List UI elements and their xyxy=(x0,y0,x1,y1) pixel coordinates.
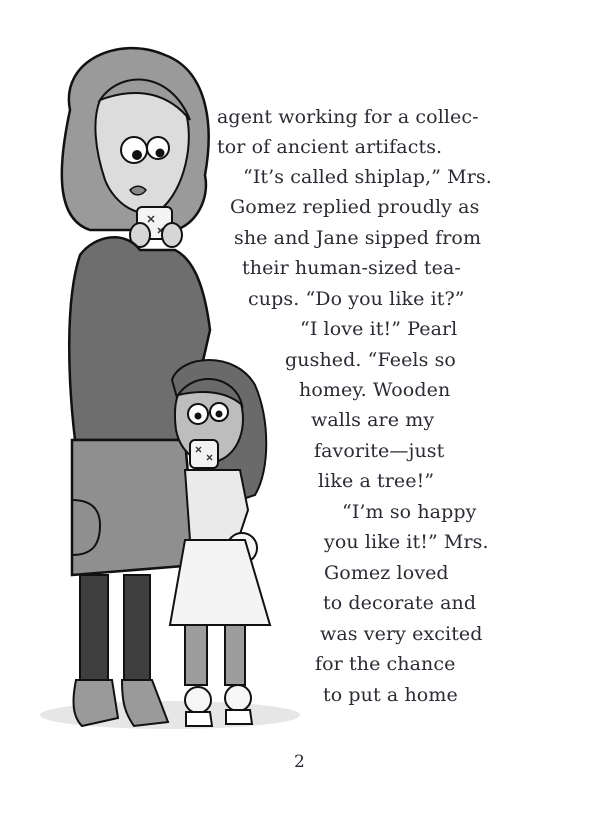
text-line: like a tree!” xyxy=(318,470,435,492)
text-line: for the chance xyxy=(315,653,456,675)
text-line: homey. Wooden xyxy=(299,379,451,401)
text-line: gushed. “Feels so xyxy=(285,349,456,371)
text-line: cups. “Do you like it?” xyxy=(248,288,465,310)
text-line: to decorate and xyxy=(323,592,477,614)
page-number: 2 xyxy=(294,752,305,772)
text-line: Gomez loved xyxy=(324,562,449,584)
text-line: “I love it!” Pearl xyxy=(300,318,458,340)
text-line: Gomez replied proudly as xyxy=(230,196,480,218)
text-line: tor of ancient artifacts. xyxy=(217,136,443,158)
text-line: was very excited xyxy=(320,623,483,645)
text-line: “It’s called shiplap,” Mrs. xyxy=(243,166,492,188)
text-line: she and Jane sipped from xyxy=(234,227,482,249)
text-line: to put a home xyxy=(323,684,458,706)
text-line: favorite—just xyxy=(314,440,445,462)
text-line: walls are my xyxy=(311,409,435,431)
text-line: their human-sized tea- xyxy=(242,257,461,279)
text-line: “I’m so happy xyxy=(342,501,477,523)
text-line: you like it!” Mrs. xyxy=(324,531,489,553)
text-line: agent working for a collec- xyxy=(217,106,479,128)
